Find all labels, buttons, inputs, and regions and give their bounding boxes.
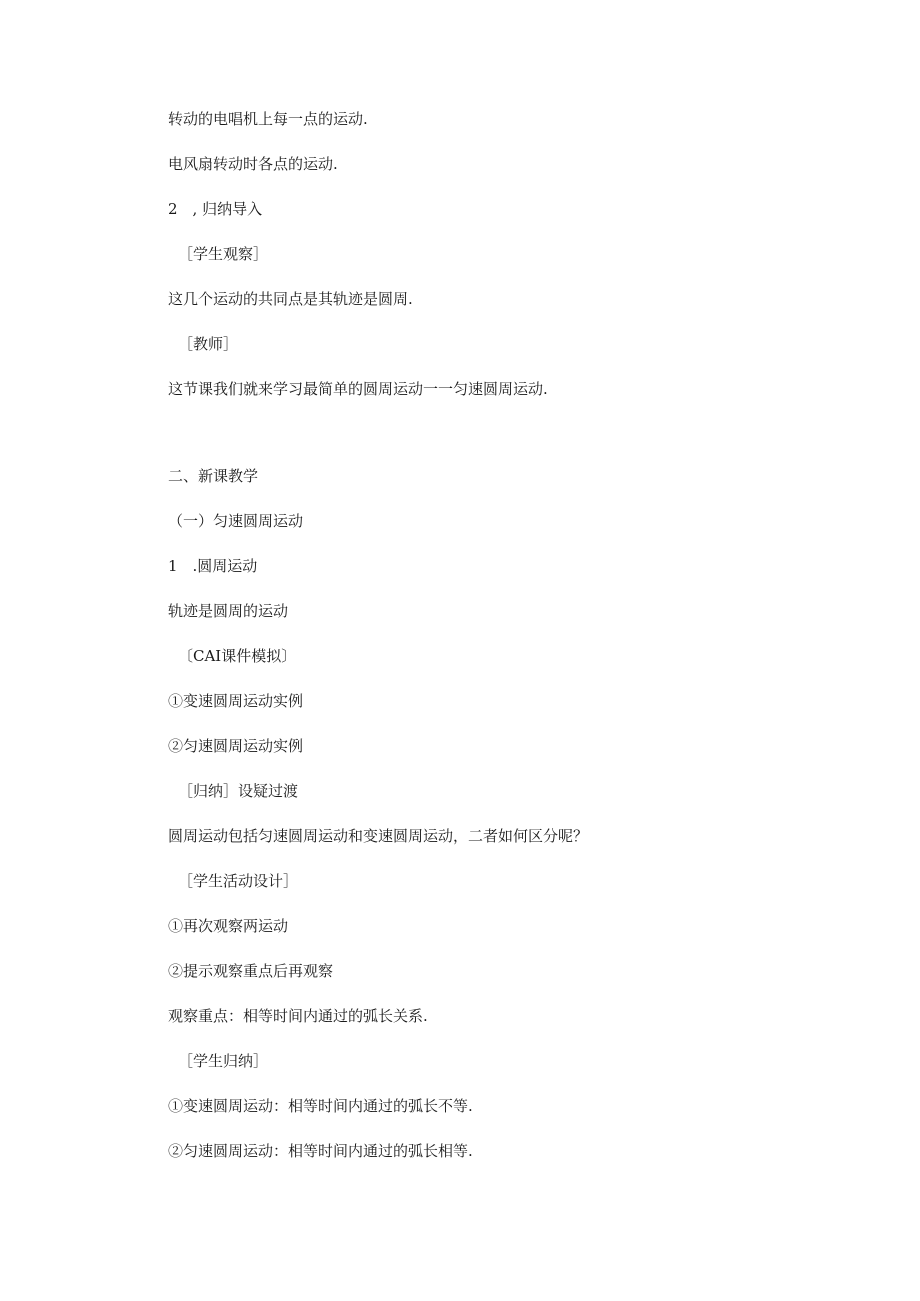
- list-item: ①再次观察两运动: [168, 917, 289, 935]
- section-label: ［学生观察］: [178, 245, 269, 263]
- section-heading: 二、新课教学: [168, 467, 259, 485]
- section-label: ［教师］: [178, 335, 239, 353]
- list-item: ②提示观察重点后再观察: [168, 962, 334, 980]
- text-line: 圆周运动包括匀速圆周运动和变速圆周运动，二者如何区分呢？: [168, 827, 589, 845]
- numbered-heading: 2 , 归纳导入: [168, 200, 263, 218]
- section-label: 〔CAI课件模拟〕: [178, 647, 297, 665]
- text-line: 这节课我们就来学习最简单的圆周运动一一匀速圆周运动.: [168, 380, 548, 398]
- section-label: ［学生活动设计］: [178, 872, 299, 890]
- text-line: 轨迹是圆周的运动: [168, 602, 289, 620]
- text-line: 电风扇转动时各点的运动.: [168, 155, 338, 173]
- text-line: 转动的电唱机上每一点的运动.: [168, 110, 368, 128]
- numbered-heading: 1 .圆周运动: [168, 557, 258, 575]
- list-item: ②匀速圆周运动实例: [168, 737, 304, 755]
- section-label: ［学生归纳］: [178, 1052, 269, 1070]
- subsection-heading: （一）匀速圆周运动: [168, 512, 304, 530]
- section-label: ［归纳］设疑过渡: [178, 782, 299, 800]
- list-item: ①变速圆周运动：相等时间内通过的弧长不等.: [168, 1097, 473, 1115]
- text-line: 观察重点：相等时间内通过的弧长关系.: [168, 1007, 428, 1025]
- text-line: 这几个运动的共同点是其轨迹是圆周.: [168, 290, 413, 308]
- list-item: ①变速圆周运动实例: [168, 692, 304, 710]
- list-item: ②匀速圆周运动：相等时间内通过的弧长相等.: [168, 1142, 473, 1160]
